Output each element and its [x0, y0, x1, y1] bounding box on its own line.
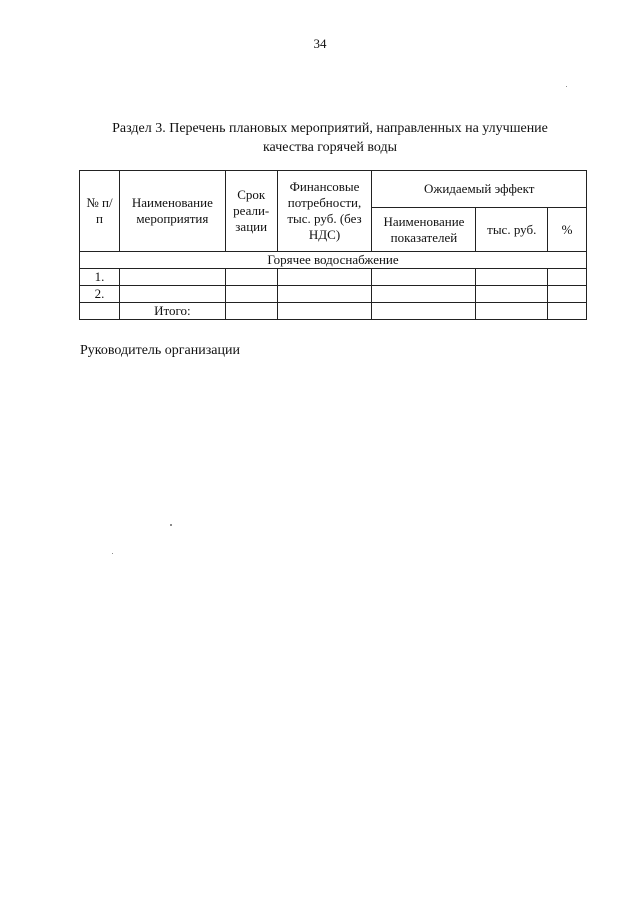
header-expected-effect: Ожидаемый эффект — [372, 171, 587, 208]
header-number: № п/п — [80, 171, 120, 252]
section-title-line-2: качества горячей воды — [262, 140, 398, 155]
cell-term — [225, 269, 277, 286]
cell-event-name — [119, 286, 225, 303]
cell-term — [225, 286, 277, 303]
total-indicator-name — [372, 303, 476, 320]
header-financial-needs: Финансовые потребности, тыс. руб. (без НДС) — [277, 171, 372, 252]
total-row — [80, 303, 587, 320]
cell-indicator-name — [372, 269, 476, 286]
cell-indicator-name — [372, 286, 476, 303]
total-financial-needs — [277, 303, 372, 320]
cell-financial-needs — [277, 286, 372, 303]
header-event-name: Наименование мероприятия — [119, 171, 225, 252]
cell-thousand-rub — [476, 269, 548, 286]
table-row — [80, 269, 587, 286]
total-label: Итого: — [119, 303, 225, 320]
cell-financial-needs — [277, 269, 372, 286]
header-thousand-rub: тыс. руб. — [476, 208, 548, 252]
plan-table — [79, 170, 587, 320]
cell-percent — [548, 286, 587, 303]
cell-event-name — [119, 269, 225, 286]
scan-speck — [566, 86, 567, 87]
group-row-hot-water: Горячее водоснабжение — [80, 252, 587, 269]
header-percent: % — [548, 208, 587, 252]
total-row-empty-cell — [80, 303, 120, 320]
row-number: 2. — [80, 286, 120, 303]
scan-speck — [170, 524, 172, 526]
scan-speck — [112, 553, 113, 554]
signature-label: Руководитель организации — [80, 343, 240, 358]
section-title-line-1: Раздел 3. Перечень плановых мероприятий, направленных на улучшение — [112, 121, 548, 136]
header-indicator-name: Наименование показателей — [372, 208, 476, 252]
header-term: Срок реали-зации — [225, 171, 277, 252]
cell-thousand-rub — [476, 286, 548, 303]
row-number: 1. — [80, 269, 120, 286]
section-title — [80, 119, 580, 157]
total-percent — [548, 303, 587, 320]
total-term — [225, 303, 277, 320]
cell-percent — [548, 269, 587, 286]
page-number: 34 — [313, 36, 327, 51]
table-row — [80, 286, 587, 303]
total-thousand-rub — [476, 303, 548, 320]
